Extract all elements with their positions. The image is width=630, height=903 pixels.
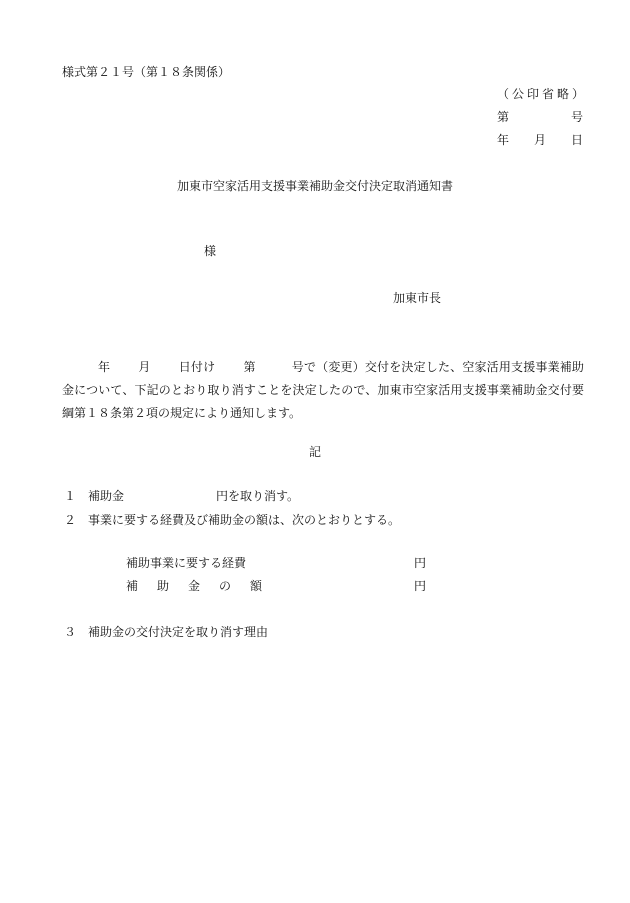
cost-row-subsidy-unit: 円 xyxy=(413,579,426,593)
cost-row-expense-unit: 円 xyxy=(413,556,426,570)
sender-name: 加東市長 xyxy=(393,291,442,305)
item-3 xyxy=(64,626,268,638)
date-year: 年 xyxy=(497,133,510,147)
date-month: 月 xyxy=(533,133,546,147)
notice-body xyxy=(62,356,584,425)
item-2 xyxy=(64,514,400,526)
item-2-number: ２ xyxy=(64,513,77,527)
item-3-text: 補助金の交付決定を取り消す理由 xyxy=(88,625,269,639)
cost-row-subsidy-label: 補助金の額 xyxy=(126,579,282,593)
body-month: 月 xyxy=(138,360,151,374)
item-1-tail: 円を取り消す。 xyxy=(216,489,300,503)
form-number: 様式第２１号（第１８条関係） xyxy=(62,65,231,79)
document-number xyxy=(497,111,583,123)
body-rest: 号で（変更）交付を決定した、空家活用支援事業補助金について、下記のとおり取り消すことを決定したので、加東市空家活用支援事業補助金交付要綱第１８条第２項の規定により通知します。 xyxy=(62,360,584,420)
cost-row-expense-label: 補助事業に要する経費 xyxy=(126,556,247,570)
item-1 xyxy=(64,490,299,502)
cost-row-expense xyxy=(126,557,426,569)
addressee-suffix: 様 xyxy=(204,244,217,258)
item-3-number: ３ xyxy=(64,625,77,639)
body-dated: 日付け xyxy=(178,360,216,374)
doc-number-suffix: 号 xyxy=(570,110,583,124)
seal-omitted-note: （公印省略） xyxy=(497,87,588,101)
date-day: 日 xyxy=(570,133,583,147)
doc-number-prefix: 第 xyxy=(497,110,510,124)
document-title: 加東市空家活用支援事業補助金交付決定取消通知書 xyxy=(176,179,453,193)
item-1-number: １ xyxy=(64,489,77,503)
issue-date xyxy=(497,134,583,146)
ki-heading: 記 xyxy=(308,445,321,459)
body-year: 年 xyxy=(98,360,111,374)
body-no-prefix: 第 xyxy=(243,360,256,374)
item-2-text: 事業に要する経費及び補助金の額は、次のとおりとする。 xyxy=(88,513,401,527)
cost-row-subsidy xyxy=(126,580,426,592)
item-1-label: 補助金 xyxy=(88,489,125,503)
